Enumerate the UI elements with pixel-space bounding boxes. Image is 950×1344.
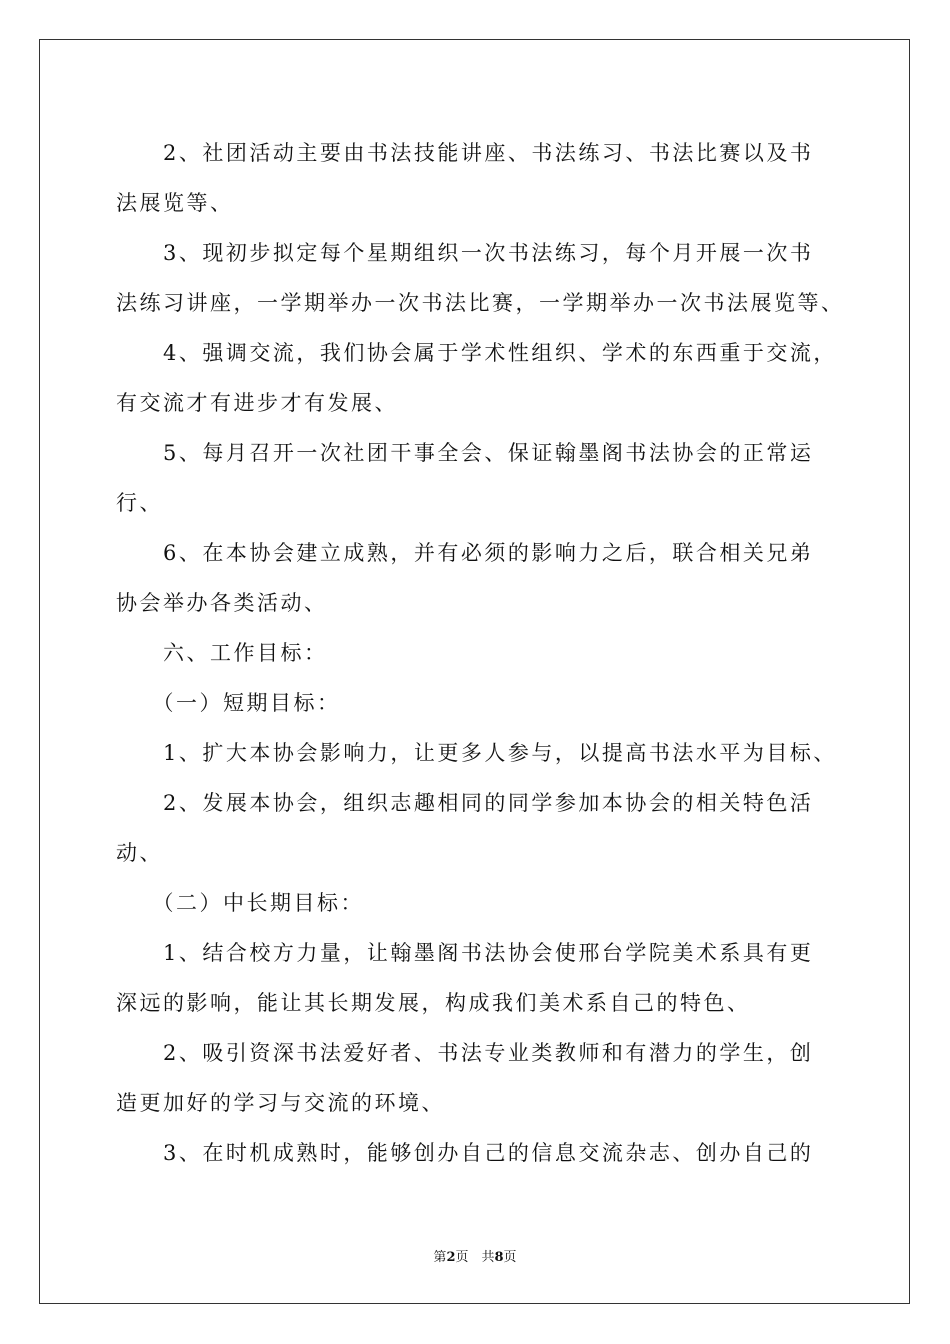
long-term-item-1 [116, 928, 836, 1028]
text-line: 1、结合校方力量，让翰墨阁书法协会使邢台学院美术系具有更 [116, 941, 814, 965]
page-footer [0, 1246, 950, 1265]
text-line: 造更加好的学习与交流的环境、 [116, 1091, 445, 1115]
footer-prefix: 第 [433, 1250, 447, 1265]
text-line: 深远的影响，能让其长期发展，构成我们美术系自己的特色、 [116, 991, 751, 1015]
footer-page-number: 2 [446, 1250, 456, 1265]
text-line: 行、 [116, 491, 163, 515]
short-term-item-1 [116, 728, 836, 778]
text-line: 有交流才有进步才有发展、 [116, 391, 398, 415]
footer-page-suffix: 页 共 [455, 1250, 495, 1265]
short-term-item-2 [116, 778, 836, 878]
text-line: 动、 [116, 841, 163, 865]
text-line: 5、每月召开一次社团干事全会、保证翰墨阁书法协会的正常运 [116, 441, 814, 465]
text-line: （一）短期目标： [116, 691, 341, 715]
text-line: 六、工作目标： [116, 641, 328, 665]
text-line: 3、在时机成熟时，能够创办自己的信息交流杂志、创办自己的 [116, 1141, 814, 1165]
text-line: 3、现初步拟定每个星期组织一次书法练习，每个月开展一次书 [116, 241, 814, 265]
paragraph-6 [116, 528, 836, 628]
text-line: 4、强调交流，我们协会属于学术性组织、学术的东西重于交流， [116, 341, 837, 365]
section-heading-work-goals [116, 628, 836, 678]
text-line: 2、发展本协会，组织志趣相同的同学参加本协会的相关特色活 [116, 791, 814, 815]
paragraph-5 [116, 428, 836, 528]
subheading-long-term [116, 878, 836, 928]
footer-total-pages: 8 [494, 1250, 504, 1265]
long-term-item-3 [116, 1128, 836, 1178]
text-line: 6、在本协会建立成熟，并有必须的影响力之后，联合相关兄弟 [116, 541, 814, 565]
text-line: 2、吸引资深书法爱好者、书法专业类教师和有潜力的学生，创 [116, 1041, 814, 1065]
text-line: 协会举办各类活动、 [116, 591, 328, 615]
text-line: （二）中长期目标： [116, 891, 364, 915]
text-line: 法练习讲座，一学期举办一次书法比赛，一学期举办一次书法展览等、 [116, 291, 845, 315]
paragraph-4 [116, 328, 836, 428]
paragraph-3 [116, 228, 845, 328]
text-line: 2、社团活动主要由书法技能讲座、书法练习、书法比赛以及书 [116, 141, 814, 165]
subheading-short-term [116, 678, 836, 728]
long-term-item-2 [116, 1028, 836, 1128]
text-line: 1、扩大本协会影响力，让更多人参与，以提高书法水平为目标、 [116, 741, 837, 765]
footer-suffix: 页 [503, 1250, 517, 1265]
text-line: 法展览等、 [116, 191, 234, 215]
paragraph-2 [116, 128, 836, 228]
